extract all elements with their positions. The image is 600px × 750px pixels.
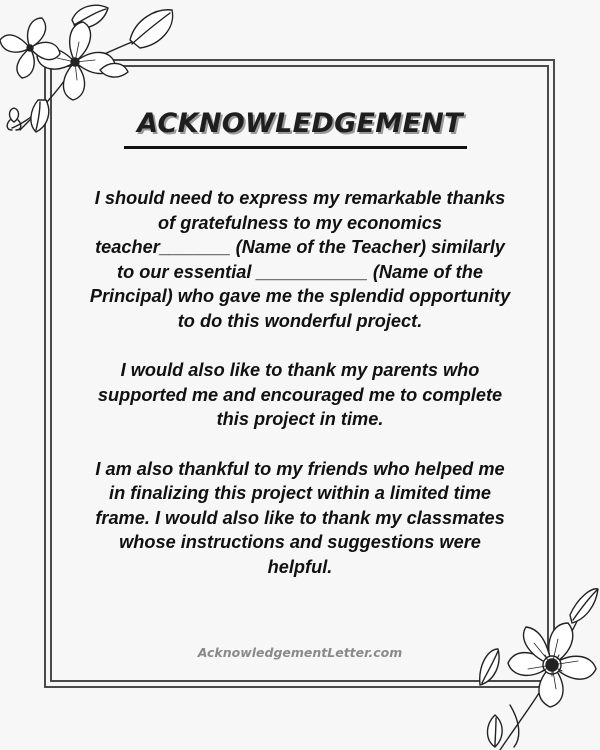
- page-title: ACKNOWLEDGEMENT: [137, 108, 463, 139]
- title-underline: [124, 146, 467, 149]
- footer-website: AcknowledgementLetter.com: [197, 645, 403, 660]
- paragraph-3: I am also thankful to my friends who helped me in finalizing this project within a limited time frame. I would also like to thank my classmates whose instructions and suggestions were helpful.: [95, 458, 505, 577]
- paragraph-2: I would also like to thank my parents who supported me and encouraged me to complete this project in time.: [97, 360, 503, 430]
- acknowledgement-body: [88, 186, 512, 604]
- paragraph-1: I should need to express my remarkable thanks of gratefulness to my economics teacher_______ (Name of the Teacher) similarly to our essential ___________ (Name of the Principal) who gave me the splendid opportunity to do this wonderful project.: [89, 188, 511, 331]
